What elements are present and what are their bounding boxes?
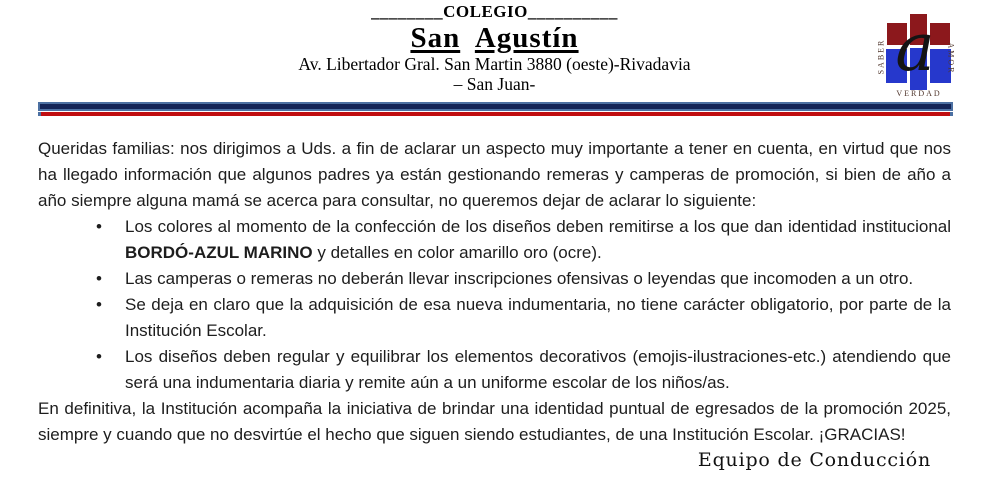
- school-city: – San Juan-: [453, 74, 536, 94]
- school-name-word-2: Agustín: [474, 22, 579, 54]
- closing-paragraph: En definitiva, la Institución acompaña la iniciativa de brindar una identidad puntual de egresados de la promoción 2025, siempre y cuando que no desvirtúe el hecho que siguen siendo estudiantes, de una Institución Escolar. ¡GRACIAS!: [38, 399, 951, 444]
- divider-red-band: [38, 112, 953, 116]
- bullet-item: [38, 214, 951, 266]
- colegio-line: [0, 1, 989, 22]
- divider-rule: [38, 102, 953, 116]
- logo-letter-a-icon: a: [895, 9, 935, 86]
- bullet-text-pre: Las camperas o remeras no deberán llevar inscripciones ofensivas o leyendas que incomoden a un otro.: [125, 269, 914, 288]
- bullet-item: [38, 344, 951, 396]
- colegio-label: COLEGIO: [443, 2, 528, 21]
- school-name-word-1: San: [410, 22, 461, 54]
- bullet-text-post: y detalles en color amarillo oro (ocre).: [312, 243, 602, 262]
- bullet-item: [38, 292, 951, 344]
- bullet-text-pre: Los diseños deben regular y equilibrar los elementos decorativos (emojis-ilustraciones-etc.) atendiendo que será una indumentaria diaria y remite aún a un uniforme escolar de los niños/as.: [125, 347, 951, 392]
- letter-body: [38, 136, 951, 472]
- logo-text-amor: AMOR: [946, 42, 956, 75]
- divider-navy-band: [38, 102, 953, 111]
- bullet-text-pre: Se deja en claro que la adquisición de esa nueva indumentaria, no tiene carácter obligatorio, por parte de la Institución Escolar.: [125, 295, 951, 340]
- signature: Equipo de Conducción: [697, 449, 931, 471]
- bullet-text-pre: Los colores al momento de la confección de los diseños deben remitirse a los que dan identidad institucional: [125, 217, 951, 236]
- school-name: [0, 22, 989, 54]
- logo-text-saber: SABER: [876, 38, 886, 75]
- school-logo: [875, 9, 961, 100]
- bullet-list: [38, 214, 951, 396]
- colegio-underscore-right: __________: [527, 2, 618, 21]
- letterhead: [0, 0, 989, 94]
- intro-paragraph: Queridas familias: nos dirigimos a Uds. a fin de aclarar un aspecto muy importante a tener en cuenta, en virtud que nos ha llegado información que algunos padres ya están gestionando remeras y camperas de promoción, si bien de año a año siempre alguna mamá se acerca para consultar, no queremos dejar de aclarar lo siguiente:: [38, 139, 951, 210]
- colegio-underscore-left: ________: [371, 2, 444, 21]
- bullet-bold-text: BORDÓ-AZUL MARINO: [125, 243, 313, 262]
- logo-text-verdad: VERDAD: [896, 89, 942, 98]
- school-address: Av. Libertador Gral. San Martin 3880 (oeste)-Rivadavia: [298, 54, 691, 74]
- bullet-item: [38, 266, 951, 292]
